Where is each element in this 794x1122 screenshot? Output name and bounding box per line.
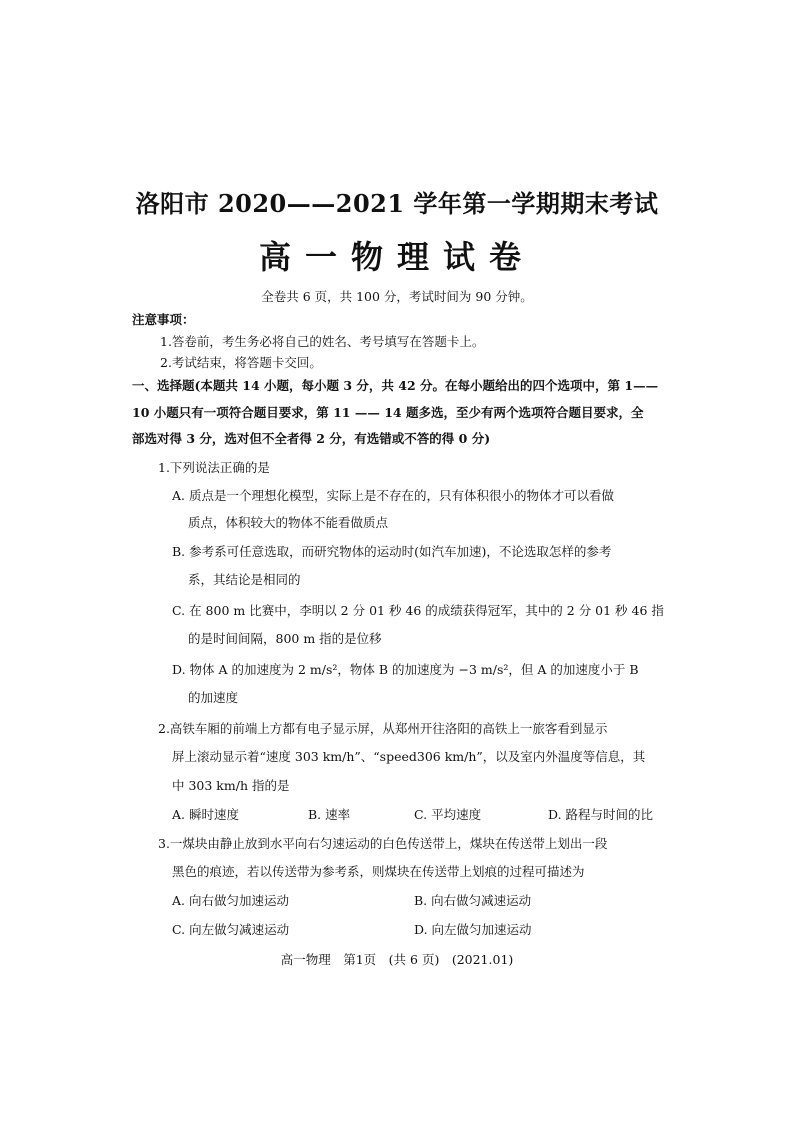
question-1-option-c-cont: 的是时间间隔，800 m 指的是位移 <box>188 631 382 646</box>
exam-intro: 全卷共 6 页，共 100 分，考试时间为 90 分钟。 <box>261 289 533 304</box>
question-2-option-c: C. 平均速度 <box>414 807 482 822</box>
notice-item: 2.考试结束，将答题卡交回。 <box>160 355 322 370</box>
question-2-stem-cont: 中 303 km/h 指的是 <box>172 778 290 793</box>
notice-item: 1.答卷前，考生务必将自己的姓名、考号填写在答题卡上。 <box>160 334 485 349</box>
question-1-option-b: B. 参考系可任意选取，而研究物体的运动时(如汽车加速)，不论选取怎样的参考 <box>172 544 612 559</box>
question-1-option-d: D. 物体 A 的加速度为 2 m/s²，物体 B 的加速度为 −3 m/s²，但 A 的加速度小于 B <box>172 662 639 677</box>
section-instructions-line: 一、选择题(本题共 14 小题，每小题 3 分，共 42 分。在每小题给出的四个选项中，第 1—— <box>132 378 659 393</box>
question-1-option-a: A. 质点是一个理想化模型，实际上是不存在的，只有体积很小的物体才可以看做 <box>172 488 614 503</box>
question-1-stem: 1.下列说法正确的是 <box>158 460 270 475</box>
page-footer: 高一物理 第1页 (共 6 页) (2021.01) <box>280 952 514 967</box>
notice-title: 注意事项： <box>132 312 195 327</box>
exam-subtitle: 高一物理试卷 <box>258 238 535 276</box>
question-2-option-d: D. 路程与时间的比 <box>548 807 654 822</box>
section-instructions-line: 部选对得 3 分，选对但不全者得 2 分，有选错或不答的得 0 分) <box>132 431 491 446</box>
exam-title: 洛阳市 2020——2021 学年第一学期期末考试 <box>135 189 659 218</box>
question-1-option-a-cont: 质点，体积较大的物体不能看做质点 <box>188 515 389 530</box>
question-2-option-a: A. 瞬时速度 <box>172 807 239 822</box>
question-1-option-b-cont: 系，其结论是相同的 <box>188 572 301 587</box>
question-3-option-d: D. 向左做匀加速运动 <box>414 922 532 937</box>
question-2-stem: 2.高铁车厢的前端上方都有电子显示屏，从郑州开往洛阳的高铁上一旅客看到显示 <box>158 721 608 736</box>
question-3-stem: 3.一煤块由静止放到水平向右匀速运动的白色传送带上，煤块在传送带上划出一段 <box>158 836 608 851</box>
question-3-option-a: A. 向右做匀加速运动 <box>172 893 289 908</box>
section-instructions-line: 10 小题只有一项符合题目要求，第 11 —— 14 题多选，至少有两个选项符合题目要求，全 <box>132 405 644 420</box>
question-3-stem-cont: 黑色的痕迹，若以传送带为参考系，则煤块在传送带上划痕的过程可描述为 <box>172 864 585 879</box>
question-1-option-d-cont: 的加速度 <box>188 690 239 705</box>
question-2-stem-cont: 屏上滚动显示着“速度 303 km/h”、“speed306 km/h”，以及室内外温度等信息，其 <box>172 749 646 764</box>
question-3-option-c: C. 向左做匀减速运动 <box>172 922 290 937</box>
question-2-option-b: B. 速率 <box>308 807 351 822</box>
question-3-option-b: B. 向右做匀减速运动 <box>414 893 532 908</box>
question-1-option-c: C. 在 800 m 比赛中，李明以 2 分 01 秒 46 的成绩获得冠军，其中的 2 分 01 秒 46 指 <box>172 603 664 618</box>
